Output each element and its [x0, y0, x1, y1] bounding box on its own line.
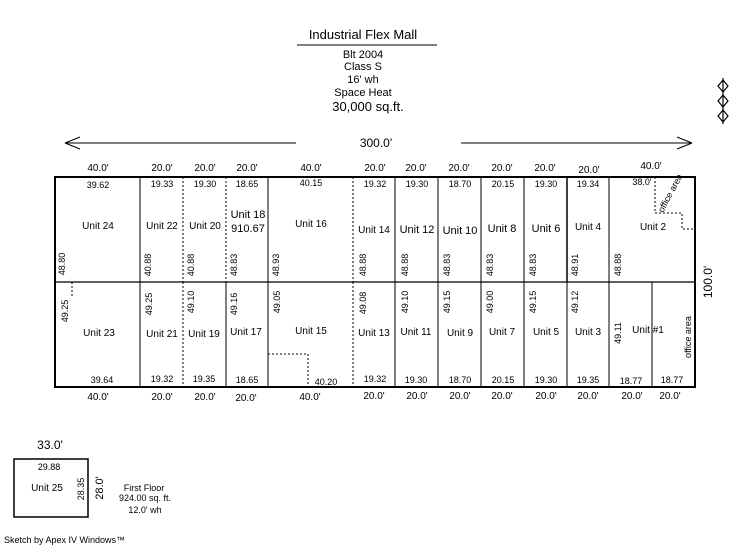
top-width-7: 20.0' — [405, 163, 427, 174]
unit-10-label: Unit 10 — [442, 225, 478, 237]
bottom-width-7: 20.0' — [406, 391, 428, 402]
unit-16-label: Unit 16 — [295, 219, 327, 230]
header-line-1: Blt 2004 — [342, 49, 384, 61]
overall-depth-label: 100.0' — [701, 265, 715, 299]
unit-19-label: Unit 19 — [188, 329, 220, 340]
top-width-2: 20.0' — [151, 163, 173, 174]
bottom-width-8: 20.0' — [449, 391, 471, 402]
north-arrow-icon — [718, 78, 728, 124]
unit-8-width: 20.15 — [491, 179, 515, 189]
bottom-width-11: 20.0' — [577, 391, 599, 402]
unit-23-depth: 49.25 — [60, 299, 70, 323]
unit-10-depth: 48.83 — [442, 253, 452, 277]
unit-17-label: Unit 17 — [230, 327, 262, 338]
bottom-width-6: 20.0' — [363, 391, 385, 402]
unit-18-area: 910.67 — [231, 223, 265, 235]
unit-2-width: 38.0' — [632, 177, 652, 187]
total-area: 30,000 sq.ft. — [332, 99, 404, 114]
unit-24-width: 39.62 — [86, 180, 110, 190]
unit-6-width: 19.30 — [534, 179, 558, 189]
header-line-3: 16' wh — [347, 74, 379, 86]
footer-credit: Sketch by Apex IV Windows™ — [4, 535, 126, 545]
unit-11-depth: 49.10 — [400, 290, 410, 314]
unit-2-label: Unit 2 — [639, 222, 667, 233]
unit-4-width: 19.34 — [576, 179, 600, 189]
unit-6-depth: 48.83 — [528, 253, 538, 277]
unit-18-label: Unit 18 — [230, 209, 266, 221]
unit-4-label: Unit 4 — [574, 222, 602, 233]
unit-4-depth: 48.91 — [570, 253, 580, 277]
unit-1-depth: 49.11 — [613, 322, 623, 344]
top-width-3: 20.0' — [194, 163, 216, 174]
unit-12-width: 19.30 — [405, 179, 429, 189]
bottom-width-9: 20.0' — [491, 391, 513, 402]
annex-depth-label: 28.0' — [94, 476, 106, 500]
annex-inner-width: 29.88 — [37, 462, 61, 472]
unit-15-width: 40.20 — [314, 377, 338, 387]
unit-13-depth: 49.08 — [358, 291, 368, 315]
unit-16-width: 40.15 — [299, 178, 323, 188]
unit-8-depth: 48.83 — [485, 253, 495, 277]
unit-7-depth: 49.00 — [485, 290, 495, 314]
unit-5-depth: 49.15 — [528, 290, 538, 314]
unit-7-width: 20.15 — [491, 375, 515, 385]
unit-13-width: 19.32 — [363, 374, 387, 384]
annex-inner-depth: 28.35 — [76, 477, 86, 501]
unit-10-width: 18.70 — [448, 179, 472, 189]
unit-6-label: Unit 6 — [531, 223, 561, 235]
unit-19-depth: 49.10 — [186, 290, 196, 314]
unit-14-width: 19.32 — [363, 179, 387, 189]
unit-15-notch — [268, 354, 308, 387]
unit-24-depth: 48.80 — [57, 252, 67, 276]
unit-11-label: Unit 11 — [400, 327, 432, 338]
unit-8-label: Unit 8 — [487, 223, 517, 235]
top-width-5: 40.0' — [300, 163, 322, 174]
unit-20-width: 19.30 — [193, 179, 217, 189]
annex-width-label: 33.0' — [37, 438, 63, 452]
office-area-label-bottom: office area — [683, 316, 693, 358]
unit-21-width: 19.32 — [150, 374, 174, 384]
unit-12-label: Unit 12 — [399, 224, 435, 236]
bottom-width-12: 20.0' — [621, 391, 643, 402]
unit-17-depth: 49.16 — [229, 292, 239, 316]
unit-21-depth: 49.25 — [144, 292, 154, 316]
top-width-12: 40.0' — [640, 161, 662, 172]
unit-14-label: Unit 14 — [358, 225, 390, 236]
bottom-width-5: 40.0' — [299, 392, 321, 403]
office-width: 18.77 — [660, 375, 684, 385]
unit-3-depth: 49.12 — [570, 290, 580, 314]
unit-3-label: Unit 3 — [574, 327, 602, 338]
unit-22-label: Unit 22 — [146, 221, 178, 232]
unit-2-depth: 48.88 — [613, 253, 623, 277]
overall-width-label: 300.0' — [359, 136, 393, 150]
unit-22-depth: 40.88 — [143, 253, 153, 277]
unit-17-width: 18.65 — [235, 375, 259, 385]
top-width-10: 20.0' — [534, 163, 556, 174]
annex-floor: First Floor — [123, 483, 165, 493]
top-width-1: 40.0' — [87, 163, 109, 174]
top-width-8: 20.0' — [448, 163, 470, 174]
top-width-11: 20.0' — [578, 165, 600, 176]
annex-area: 924.00 sq. ft. — [118, 493, 172, 503]
header-line-2: Class S — [344, 61, 382, 73]
unit-18-depth: 48.83 — [229, 253, 239, 277]
bottom-width-2: 20.0' — [151, 392, 173, 403]
unit-15-label: Unit 15 — [295, 326, 327, 337]
plan-title: Industrial Flex Mall — [308, 27, 418, 42]
unit-14-depth: 48.88 — [358, 253, 368, 277]
bottom-width-3: 20.0' — [194, 392, 216, 403]
unit-9-width: 18.70 — [448, 375, 472, 385]
unit-20-label: Unit 20 — [189, 221, 221, 232]
top-width-6: 20.0' — [364, 163, 386, 174]
annex-unit-label: Unit 25 — [31, 483, 63, 494]
bottom-width-10: 20.0' — [535, 391, 557, 402]
bottom-width-13: 20.0' — [659, 391, 681, 402]
unit-5-width: 19.30 — [534, 375, 558, 385]
unit-1-width: 18.77 — [619, 376, 643, 386]
unit-20-depth: 40.88 — [186, 253, 196, 277]
office-area-label-top: office area — [655, 172, 685, 214]
unit-16-depth: 48.93 — [271, 253, 281, 277]
unit-9-depth: 49.15 — [442, 290, 452, 314]
unit-18-width: 18.65 — [235, 179, 259, 189]
unit-9-label: Unit 9 — [446, 328, 474, 339]
unit-5-label: Unit 5 — [532, 327, 560, 338]
unit-13-label: Unit 13 — [358, 328, 390, 339]
bottom-width-1: 40.0' — [87, 392, 109, 403]
unit-22-width: 19.33 — [150, 179, 174, 189]
header-line-4: Space Heat — [334, 87, 392, 99]
bottom-width-4: 20.0' — [235, 393, 257, 404]
top-width-9: 20.0' — [491, 163, 513, 174]
unit-7-label: Unit 7 — [488, 327, 516, 338]
unit-1-label: Unit #1 — [632, 325, 664, 336]
unit-12-depth: 48.88 — [400, 253, 410, 277]
unit-23-label: Unit 23 — [83, 328, 115, 339]
unit-3-width: 19.35 — [576, 375, 600, 385]
unit-23-width: 39.64 — [90, 375, 114, 385]
unit-21-label: Unit 21 — [146, 329, 178, 340]
unit-15-depth: 49.05 — [272, 290, 282, 314]
unit-11-width: 19.30 — [404, 375, 428, 385]
top-width-4: 20.0' — [236, 163, 258, 174]
unit-19-width: 19.35 — [192, 374, 216, 384]
unit-24-label: Unit 24 — [82, 221, 114, 232]
annex-wall-height: 12.0' wh — [128, 505, 162, 515]
